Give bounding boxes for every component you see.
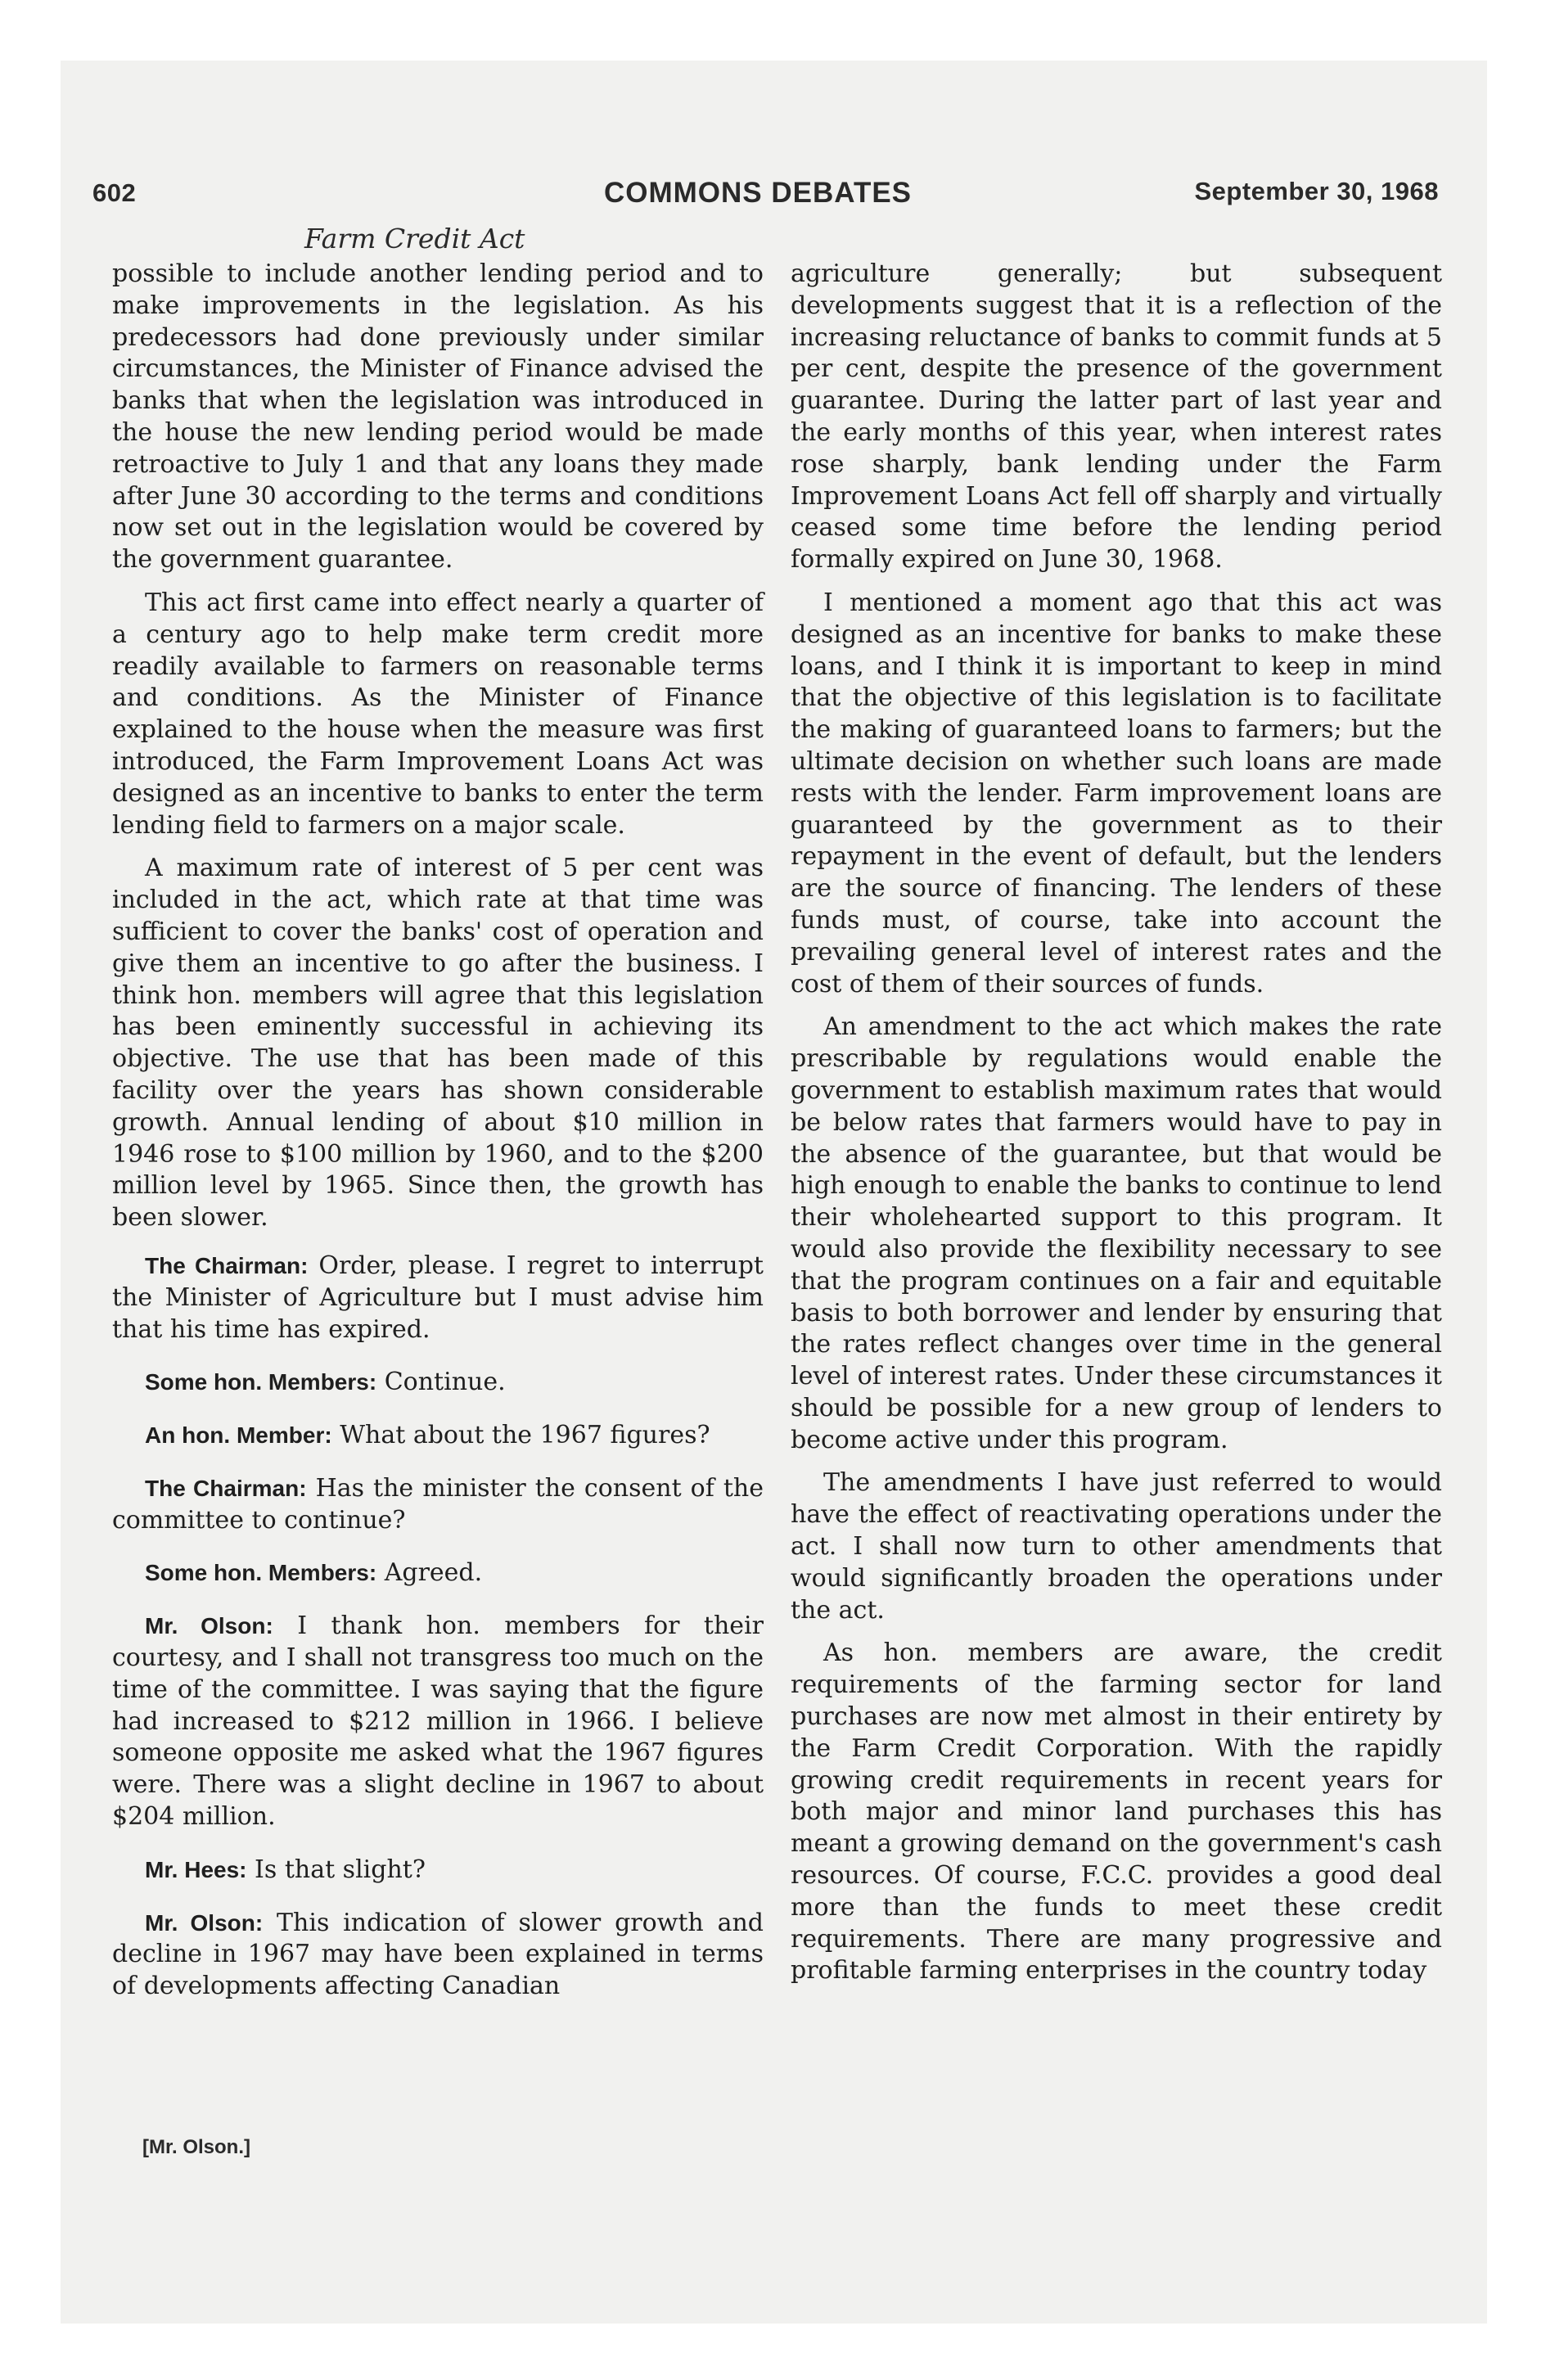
speaker-name: The Chairman: xyxy=(145,1252,309,1278)
speech xyxy=(112,1908,764,2003)
speech-text: Is that slight? xyxy=(246,1855,426,1884)
speech xyxy=(112,1473,764,1537)
speaker-name: Some hon. Members: xyxy=(145,1560,377,1586)
speech-text: I thank hon. members for their courtesy, and I shall not transgress too much on the time of the committee. I was saying that the figure had increased to $212 million in 1966. I believe someone opposite me asked what the 1967 figures were. There was a slight decline in 1967 to about $204 million. xyxy=(112,1611,764,1832)
speech-text: Order, please. I regret to interrupt the Minister of Agriculture but I must advise him that his time has expired. xyxy=(112,1251,764,1344)
speaker-name: Mr. Olson: xyxy=(145,1909,264,1936)
speech xyxy=(112,1367,764,1399)
paragraph: A maximum rate of interest of 5 per cent was included in the act, which rate at that time was sufficient to cover the banks' cost of operation and give them an incentive to go after the business. I think hon. members will agree that this legislation has been eminently successful in achieving its objective. The use that has been made of this facility over the years has shown considerable growth. Annual lending of about $10 million in 1946 rose to $100 million by 1960, and to the $200 million level by 1965. Since then, the growth has been slower. xyxy=(112,854,764,1233)
paragraph: I mentioned a moment ago that this act was designed as an incentive for banks to make these loans, and I think it is important to keep in mind that the objective of this legislation is to facilitate the making of guaranteed loans to farmers; but the ultimate decision on whether such loans are made rests with the lender. Farm improvement loans are guaranteed by the government as to their repayment in the event of default, but the lenders are the source of financing. The lenders of these funds must, of course, take into account the prevailing general level of interest rates and the cost of them of their sources of funds. xyxy=(791,588,1442,998)
speaker-name: An hon. Member: xyxy=(145,1422,332,1449)
speaker-footnote: [Mr. Olson.] xyxy=(142,2136,250,2158)
paragraph: The amendments I have just referred to would have the effect of reactivating operations under the act. I shall now turn to other amendments that would significantly broaden the operations under the act. xyxy=(791,1468,1442,1625)
speech-text: This indication of slower growth and decline in 1967 may have been explained in terms of developments affecting Canadian xyxy=(112,1908,764,2001)
publication-title: COMMONS DEBATES xyxy=(604,177,913,209)
speech-text: Agreed. xyxy=(376,1558,483,1588)
speaker-name: Mr. Hees: xyxy=(145,1856,247,1882)
left-column xyxy=(112,259,764,2024)
right-column xyxy=(791,259,1442,1999)
speech xyxy=(112,1611,764,1833)
speech-text: What about the 1967 figures? xyxy=(331,1421,710,1450)
speech xyxy=(112,1557,764,1589)
paragraph: As hon. members are aware, the credit requirements of the farming sector for land purchases are now met almost in their entirety by the Farm Credit Corporation. With the rapidly growing credit requirements in recent years for both major and minor land purchases this has meant a growing demand on the government's cash resources. Of course, F.C.C. provides a good deal more than the funds to meet these credit requirements. There are many progressive and profitable farming enterprises in the country today xyxy=(791,1639,1442,1986)
page-number: 602 xyxy=(92,178,137,207)
speaker-name: The Chairman: xyxy=(145,1475,307,1501)
speech xyxy=(112,1251,764,1346)
speech xyxy=(112,1420,764,1452)
speaker-name: Some hon. Members: xyxy=(145,1369,377,1395)
paragraph: possible to include another lending period and to make improvements in the legislation. As his predecessors had done previously under similar circumstances, the Minister of Finance advised the banks that when the legislation was introduced in the house the new lending period would be made retroactive to July 1 and that any loans they made after June 30 according to the terms and conditions now set out in the legislation would be covered by the government guarantee. xyxy=(112,259,764,575)
speech-text: Has the minister the consent of the committee to continue? xyxy=(112,1473,764,1535)
speaker-name: Mr. Olson: xyxy=(145,1613,273,1639)
section-title: Farm Credit Act xyxy=(304,223,525,255)
paragraph: agriculture generally; but subsequent developments suggest that it is a reflection of the increasing reluctance of banks to commit funds at 5 per cent, despite the presence of the government guarantee. During the latter part of last year and the early months of this year, when interest rates rose sharply, bank lending under the Farm Improvement Loans Act fell off sharply and virtually ceased some time before the lending period formally expired on June 30, 1968. xyxy=(791,259,1442,575)
paragraph: This act first came into effect nearly a quarter of a century ago to help make term credit more readily available to farmers on reasonable terms and conditions. As the Minister of Finance explained to the house when the measure was first introduced, the Farm Improvement Loans Act was designed as an incentive to banks to enter the term lending field to farmers on a major scale. xyxy=(112,588,764,840)
speech xyxy=(112,1855,764,1886)
paragraph: An amendment to the act which makes the rate prescribable by regulations would enable the government to establish maximum rates that would be below rates that farmers would have to pay in the absence of the guarantee, but that would be high enough to enable the banks to continue to lend their wholehearted support to this program. It would also provide the flexibility necessary to see that the program continues on a fair and equitable basis to both borrower and lender by ensuring that the rates reflect changes over time in the general level of interest rates. Under these circumstances it should be possible for a new group of lenders to become active under this program. xyxy=(791,1012,1442,1454)
speech-text: Continue. xyxy=(376,1368,506,1397)
publication-date: September 30, 1968 xyxy=(1194,177,1439,205)
